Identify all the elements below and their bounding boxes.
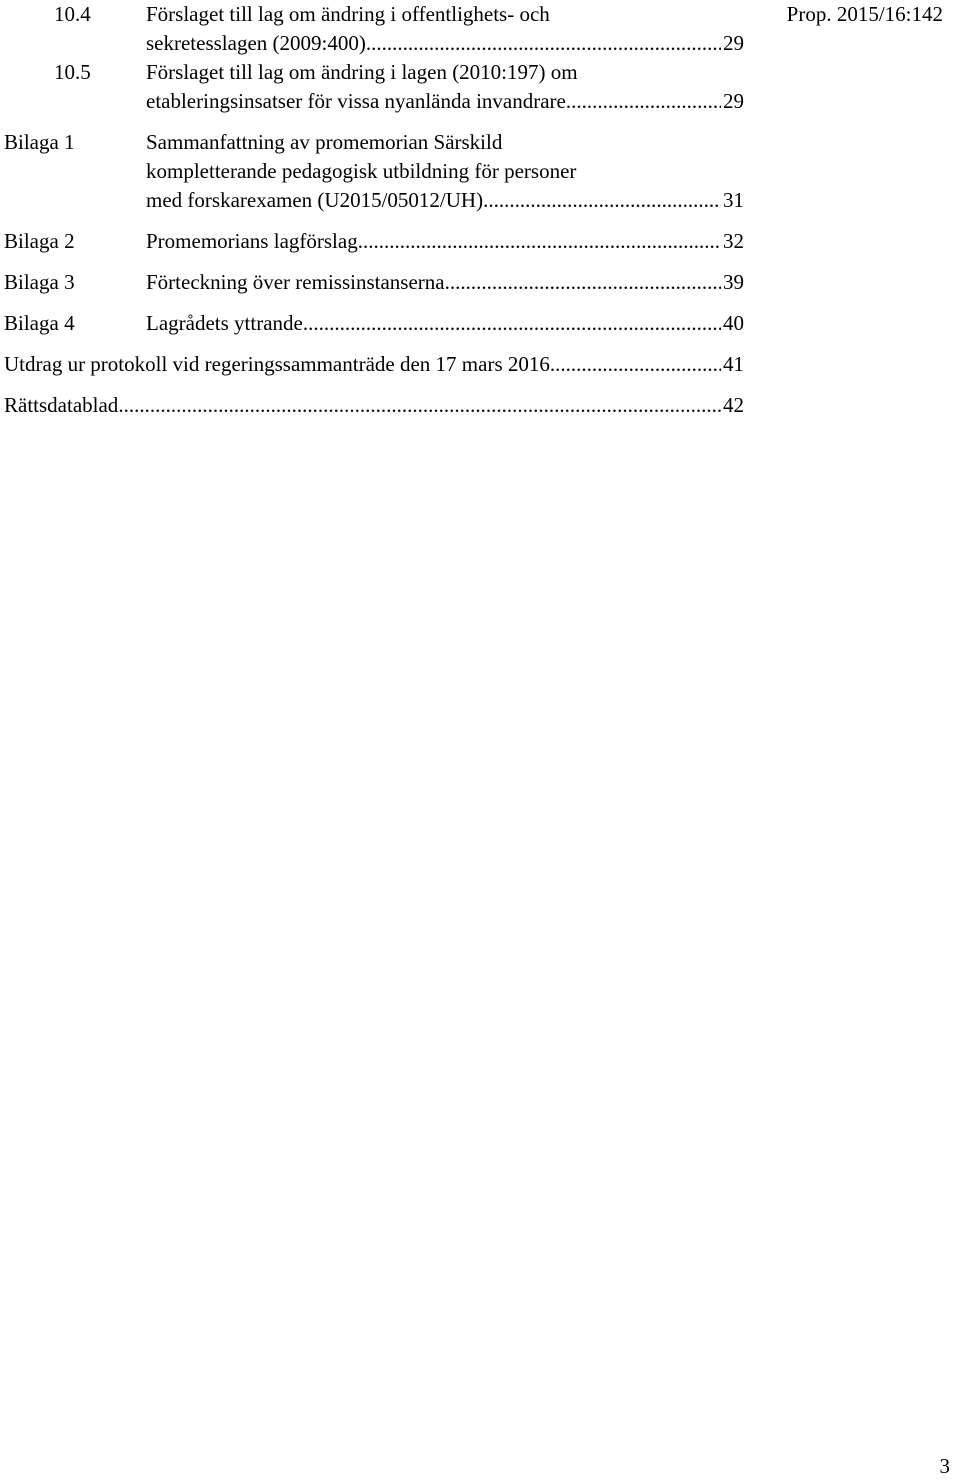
dot-leader	[550, 350, 721, 379]
toc-entry-10-4[interactable]	[4, 0, 744, 58]
toc-entry-page: 40	[723, 311, 744, 335]
toc-entry-bilaga-2[interactable]	[4, 227, 744, 256]
toc-entry-title-line: Förteckning över remissinstanserna	[146, 270, 445, 294]
toc-entry-utdrag[interactable]	[4, 350, 744, 379]
toc-entry-title-line: kompletterande pedagogisk utbildning för personer	[146, 159, 577, 183]
toc-entry-bilaga-4[interactable]	[4, 309, 744, 338]
toc-entry-title-line: Förslaget till lag om ändring i offentlighets- och	[146, 2, 550, 26]
page-number: 3	[939, 1454, 950, 1478]
dot-leader	[358, 227, 721, 256]
toc-entry-title-line: etableringsinsatser för vissa nyanlända invandrare	[146, 89, 566, 113]
dot-leader	[303, 309, 721, 338]
toc-entry-bilaga-3[interactable]	[4, 268, 744, 297]
toc-entry-page: 41	[723, 352, 744, 376]
toc-entry-page: 32	[723, 229, 744, 253]
toc-entry-number: Bilaga 1	[4, 130, 75, 154]
dot-leader	[445, 268, 721, 297]
toc-entry-page: 31	[723, 188, 744, 212]
table-of-contents	[4, 0, 744, 420]
toc-entry-number: Bilaga 3	[4, 270, 75, 294]
toc-entry-rattsdatablad[interactable]	[4, 391, 744, 420]
dot-leader	[118, 391, 721, 420]
toc-entry-title-line: med forskarexamen (U2015/05012/UH)	[146, 188, 484, 212]
toc-entry-10-5[interactable]	[4, 58, 744, 116]
toc-entry-number: Bilaga 4	[4, 311, 75, 335]
toc-entry-title-line: Förslaget till lag om ändring i lagen (2010:197) om	[146, 60, 578, 84]
toc-entry-bilaga-1[interactable]	[4, 128, 744, 215]
dot-leader	[566, 87, 721, 116]
toc-entry-title-line: Sammanfattning av promemorian Särskild	[146, 130, 503, 154]
toc-entry-page: 42	[723, 393, 744, 417]
toc-entry-number: 10.5	[54, 60, 91, 84]
toc-entry-page: 39	[723, 270, 744, 294]
toc-entry-page: 29	[723, 31, 744, 55]
dot-leader	[366, 29, 721, 58]
toc-entry-title-line: Lagrådets yttrande	[146, 311, 303, 335]
toc-entry-title-line: Rättsdatablad	[4, 393, 119, 417]
toc-entry-number: 10.4	[54, 2, 91, 26]
toc-entry-page: 29	[723, 89, 744, 113]
toc-entry-title-line: sekretesslagen (2009:400)	[146, 31, 366, 55]
toc-entry-title-line: Promemorians lagförslag	[146, 229, 358, 253]
toc-entry-title-line: Utdrag ur protokoll vid regeringssammanträde den 17 mars 2016	[4, 352, 550, 376]
document-reference: Prop. 2015/16:142	[786, 2, 943, 26]
toc-entry-number: Bilaga 2	[4, 229, 75, 253]
dot-leader	[483, 186, 721, 215]
